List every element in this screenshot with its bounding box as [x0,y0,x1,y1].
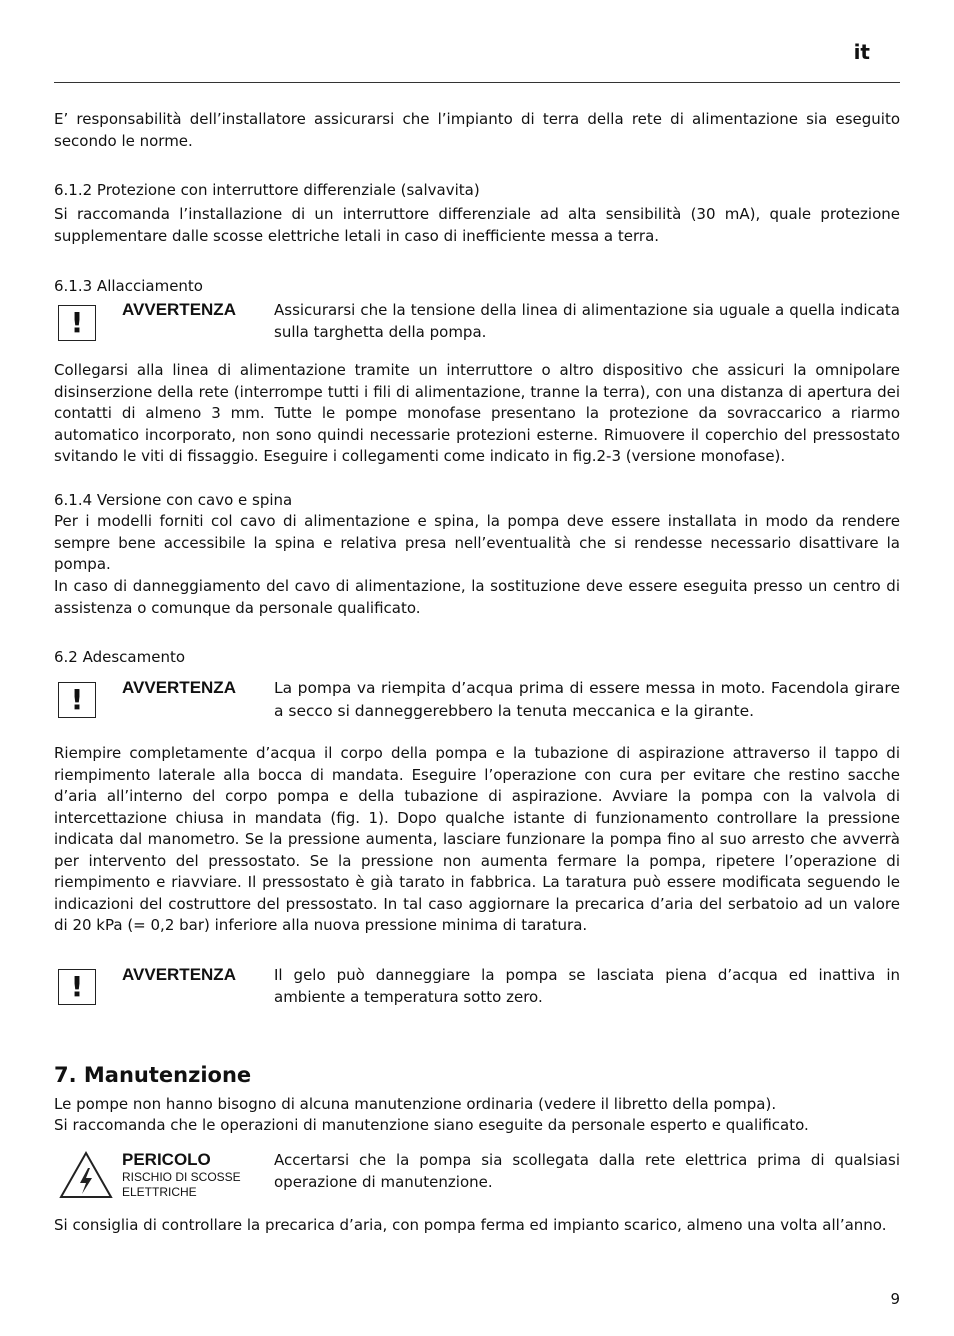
paragraph-6-2: Riempire completamente d’acqua il corpo della pompa e la tubazione di aspirazione attraverso il tappo di riempimento laterale alla bocca di mandata. Eseguire l’operazione con cura per evitare che restino sacche d’aria all’interno del corpo pompa e della tubazione di aspirazione. Avviare la pompa con la valvola di intercettazione chiusa in mandata (fig. 1). Dopo qualche istante di funzionamento controllare la pressione indicata dal manometro. Se la pressione aumenta, lasciare funzionare la pompa fino al suo arresto che avverrà per intervento del pressostato. Se la pressione non aumenta fermare la pompa, ripetere l’operazione di riempimento e riavviare. Il pressostato è già tarato in fabbrica. La taratura può essere modificata seguendo le indicazioni del costruttore del pressostato. In tal caso aggiornare la precarica d’aria del serbatoio ad un valore di 20 kPa (= 0,2 bar) inferiore alla nuova pressione minima di taratura. [54,744,900,934]
warning-label-frost: AVVERTENZA [122,965,236,984]
danger-label: PERICOLO [122,1150,211,1169]
exclamation-icon: ! [58,969,96,1005]
paragraph-6-1-2: Si raccomanda l’installazione di un interruttore differenziale ad alta sensibilità (30 mA), quale protezione supplementare dalle scosse elettriche letali in caso di inefficiente messa a terra. [54,205,900,245]
language-code: it [853,40,870,64]
warning-label-6-1-3: AVVERTENZA [122,300,236,319]
electric-shock-icon [58,1150,114,1200]
heading-6-1-2: 6.1.2 Protezione con interruttore differenziale (salvavita) [54,181,480,199]
heading-7: 7. Manutenzione [54,1063,252,1087]
warning-text-frost: Il gelo può danneggiare la pompa se lasciata piena d’acqua ed inattiva in ambiente a temperatura sotto zero. [274,966,900,1006]
exclamation-icon: ! [58,305,96,341]
grounding-paragraph: E’ responsabilità dell’installatore assicurarsi che l’impianto di terra della rete di alimentazione sia eseguito secondo le norme. [54,110,900,150]
paragraph-6-1-4-b: In caso di danneggiamento del cavo di alimentazione, la sostituzione deve essere eseguita presso un centro di assistenza o comunque da personale qualificato. [54,577,900,617]
heading-6-1-4: 6.1.4 Versione con cavo e spina [54,491,293,509]
exclamation-icon: ! [58,682,96,718]
paragraph-7-c: Si consiglia di controllare la precarica d’aria, con pompa ferma ed impianto scarico, almeno una volta all’anno. [54,1216,887,1234]
danger-sublabel: RISCHIO DI SCOSSE ELETTRICHE [122,1170,241,1199]
paragraph-7-a: Le pompe non hanno bisogno di alcuna manutenzione ordinaria (vedere il libretto della pompa). [54,1095,777,1113]
paragraph-6-1-4-a: Per i modelli forniti col cavo di alimentazione e spina, la pompa deve essere installata in modo da rendere sempre bene accessibile la spina e relativa presa nell’eventualità che si rendesse necessario disattivare la pompa. [54,512,900,573]
paragraph-7-b: Si raccomanda che le operazioni di manutenzione siano eseguite da personale esperto e qualificato. [54,1116,809,1134]
warning-label-6-2: AVVERTENZA [122,678,236,697]
header-rule [54,82,900,83]
warning-text-6-1-3: Assicurarsi che la tensione della linea di alimentazione sia uguale a quella indicata sulla targhetta della pompa. [274,301,900,341]
paragraph-6-1-3: Collegarsi alla linea di alimentazione tramite un interruttore o altro dispositivo che assicuri la omnipolare disinserzione della rete (interrompe tutti i fili di alimentazione, tranne la terra), con una distanza di apertura dei contatti di almeno 3 mm. Tutte le pompe monofase presentano la protezione da sovraccarico a riarmo automatico incorporato, non sono quindi necessarie protezioni esterne. Rimuovere il coperchio del pressostato svitando le viti di fissaggio. Eseguire i collegamenti come indicato in fig.2-3 (versione monofase). [54,361,900,465]
danger-text: Accertarsi che la pompa sia scollegata dalla rete elettrica prima di qualsiasi operazione di manutenzione. [274,1151,900,1191]
warning-text-6-2: La pompa va riempita d’acqua prima di essere messa in moto. Facendola girare a secco si danneggerebbero la tenuta meccanica e la girante. [274,679,900,720]
page-number: 9 [890,1290,900,1308]
heading-6-1-3: 6.1.3 Allacciamento [54,277,203,295]
heading-6-2: 6.2 Adescamento [54,648,186,666]
